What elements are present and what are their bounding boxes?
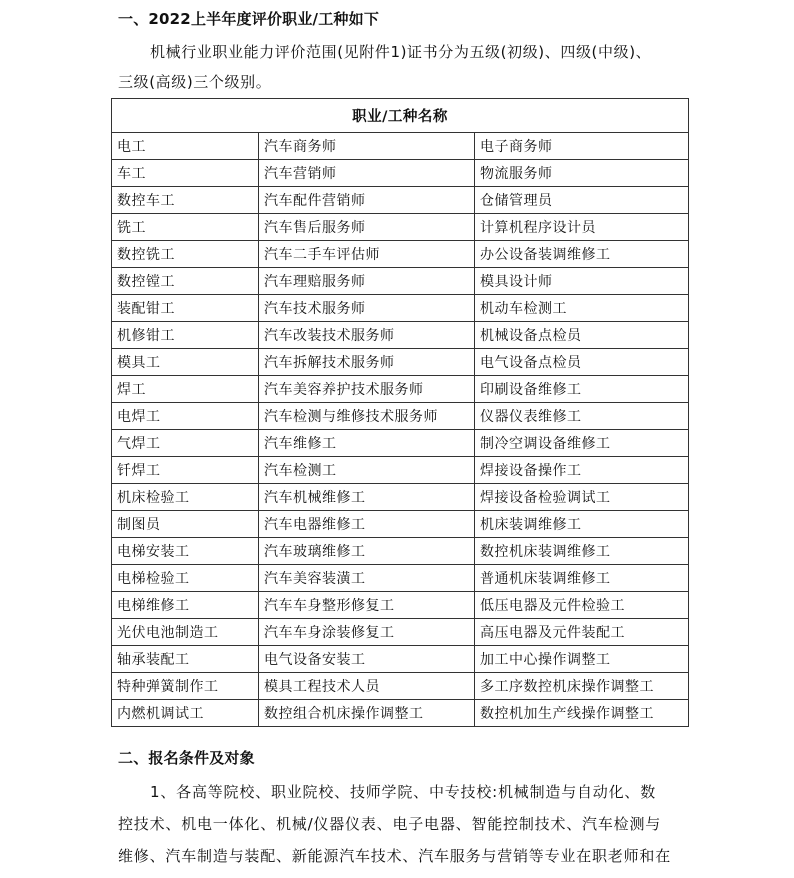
table-cell: 焊工 [112, 376, 259, 403]
table-cell: 物流服务师 [475, 160, 689, 187]
table-row [112, 700, 689, 727]
table-cell: 数控组合机床操作调整工 [259, 700, 475, 727]
table-cell: 制图员 [112, 511, 259, 538]
table-row [112, 214, 689, 241]
table-cell: 汽车车身整形修复工 [259, 592, 475, 619]
section1-intro-line2: 三级(高级)三个级别。 [118, 73, 272, 91]
table-cell: 多工序数控机床操作调整工 [475, 673, 689, 700]
table-cell: 光伏电池制造工 [112, 619, 259, 646]
table-row [112, 187, 689, 214]
table-cell: 数控铣工 [112, 241, 259, 268]
table-row [112, 268, 689, 295]
table-row [112, 484, 689, 511]
table-cell: 低压电器及元件检验工 [475, 592, 689, 619]
table-cell: 内燃机调试工 [112, 700, 259, 727]
table-cell: 汽车配件营销师 [259, 187, 475, 214]
table-cell: 车工 [112, 160, 259, 187]
table-cell: 电工 [112, 133, 259, 160]
table-cell: 汽车营销师 [259, 160, 475, 187]
table-row [112, 619, 689, 646]
table-row [112, 376, 689, 403]
table-row [112, 322, 689, 349]
table-cell: 汽车拆解技术服务师 [259, 349, 475, 376]
table-row [112, 160, 689, 187]
table-cell: 汽车改装技术服务师 [259, 322, 475, 349]
table-row [112, 673, 689, 700]
table-cell: 汽车美容养护技术服务师 [259, 376, 475, 403]
table-cell: 特种弹簧制作工 [112, 673, 259, 700]
section1-heading: 一、2022上半年度评价职业/工种如下 [118, 10, 380, 28]
table-cell: 仪器仪表维修工 [475, 403, 689, 430]
section2-para-line1: 1、各高等院校、职业院校、技师学院、中专技校:机械制造与自动化、数 [150, 783, 657, 801]
table-cell: 汽车玻璃维修工 [259, 538, 475, 565]
table-cell: 机修钳工 [112, 322, 259, 349]
table-cell: 装配钳工 [112, 295, 259, 322]
table-cell: 汽车电器维修工 [259, 511, 475, 538]
table-row [112, 511, 689, 538]
table-cell: 数控车工 [112, 187, 259, 214]
table-cell: 模具工程技术人员 [259, 673, 475, 700]
table-cell: 数控镗工 [112, 268, 259, 295]
table-cell: 气焊工 [112, 430, 259, 457]
table-cell: 高压电器及元件装配工 [475, 619, 689, 646]
table-cell: 汽车售后服务师 [259, 214, 475, 241]
table-cell: 电焊工 [112, 403, 259, 430]
table-cell: 机动车检测工 [475, 295, 689, 322]
table-cell: 电子商务师 [475, 133, 689, 160]
table-cell: 机械设备点检员 [475, 322, 689, 349]
table-row [112, 430, 689, 457]
table-cell: 焊接设备操作工 [475, 457, 689, 484]
table-cell: 仓储管理员 [475, 187, 689, 214]
table-row [112, 241, 689, 268]
table-cell: 普通机床装调维修工 [475, 565, 689, 592]
table-body [112, 133, 689, 727]
table-cell: 电气设备安装工 [259, 646, 475, 673]
table-row [112, 538, 689, 565]
table-cell: 汽车商务师 [259, 133, 475, 160]
table-cell: 计算机程序设计员 [475, 214, 689, 241]
table-cell: 模具工 [112, 349, 259, 376]
table-cell: 汽车理赔服务师 [259, 268, 475, 295]
section2-heading: 二、报名条件及对象 [118, 749, 255, 767]
table-cell: 制冷空调设备维修工 [475, 430, 689, 457]
table-cell: 轴承装配工 [112, 646, 259, 673]
table-header-row [112, 99, 689, 133]
table-cell: 机床检验工 [112, 484, 259, 511]
table-row [112, 646, 689, 673]
table-cell: 汽车维修工 [259, 430, 475, 457]
table-cell: 电梯维修工 [112, 592, 259, 619]
occupation-table [111, 98, 689, 727]
table-cell: 电梯安装工 [112, 538, 259, 565]
table-cell: 数控机床装调维修工 [475, 538, 689, 565]
table-cell: 汽车美容装潢工 [259, 565, 475, 592]
table-row [112, 457, 689, 484]
table-cell: 电气设备点检员 [475, 349, 689, 376]
section2-para-line2: 控技术、机电一体化、机械/仪器仪表、电子电器、智能控制技术、汽车检测与 [118, 815, 662, 833]
table-cell: 汽车检测与维修技术服务师 [259, 403, 475, 430]
section1-intro-line1: 机械行业职业能力评价范围(见附件1)证书分为五级(初级)、四级(中级)、 [150, 43, 652, 61]
table-row [112, 592, 689, 619]
table-cell: 办公设备装调维修工 [475, 241, 689, 268]
table-cell: 数控机加生产线操作调整工 [475, 700, 689, 727]
table-cell: 汽车车身涂装修复工 [259, 619, 475, 646]
table-cell: 电梯检验工 [112, 565, 259, 592]
table-cell: 焊接设备检验调试工 [475, 484, 689, 511]
table-row [112, 565, 689, 592]
table-cell: 模具设计师 [475, 268, 689, 295]
table-row [112, 349, 689, 376]
table-cell: 汽车技术服务师 [259, 295, 475, 322]
table-cell: 钎焊工 [112, 457, 259, 484]
table-cell: 汽车检测工 [259, 457, 475, 484]
table-cell: 铣工 [112, 214, 259, 241]
table-cell: 加工中心操作调整工 [475, 646, 689, 673]
table-cell: 汽车二手车评估师 [259, 241, 475, 268]
table-row [112, 403, 689, 430]
table-header: 职业/工种名称 [112, 99, 689, 133]
section2-para-line3: 维修、汽车制造与装配、新能源汽车技术、汽车服务与营销等专业在职老师和在 [118, 847, 672, 865]
table-cell: 汽车机械维修工 [259, 484, 475, 511]
table-row [112, 295, 689, 322]
table-cell: 机床装调维修工 [475, 511, 689, 538]
table-cell: 印刷设备维修工 [475, 376, 689, 403]
table-row [112, 133, 689, 160]
